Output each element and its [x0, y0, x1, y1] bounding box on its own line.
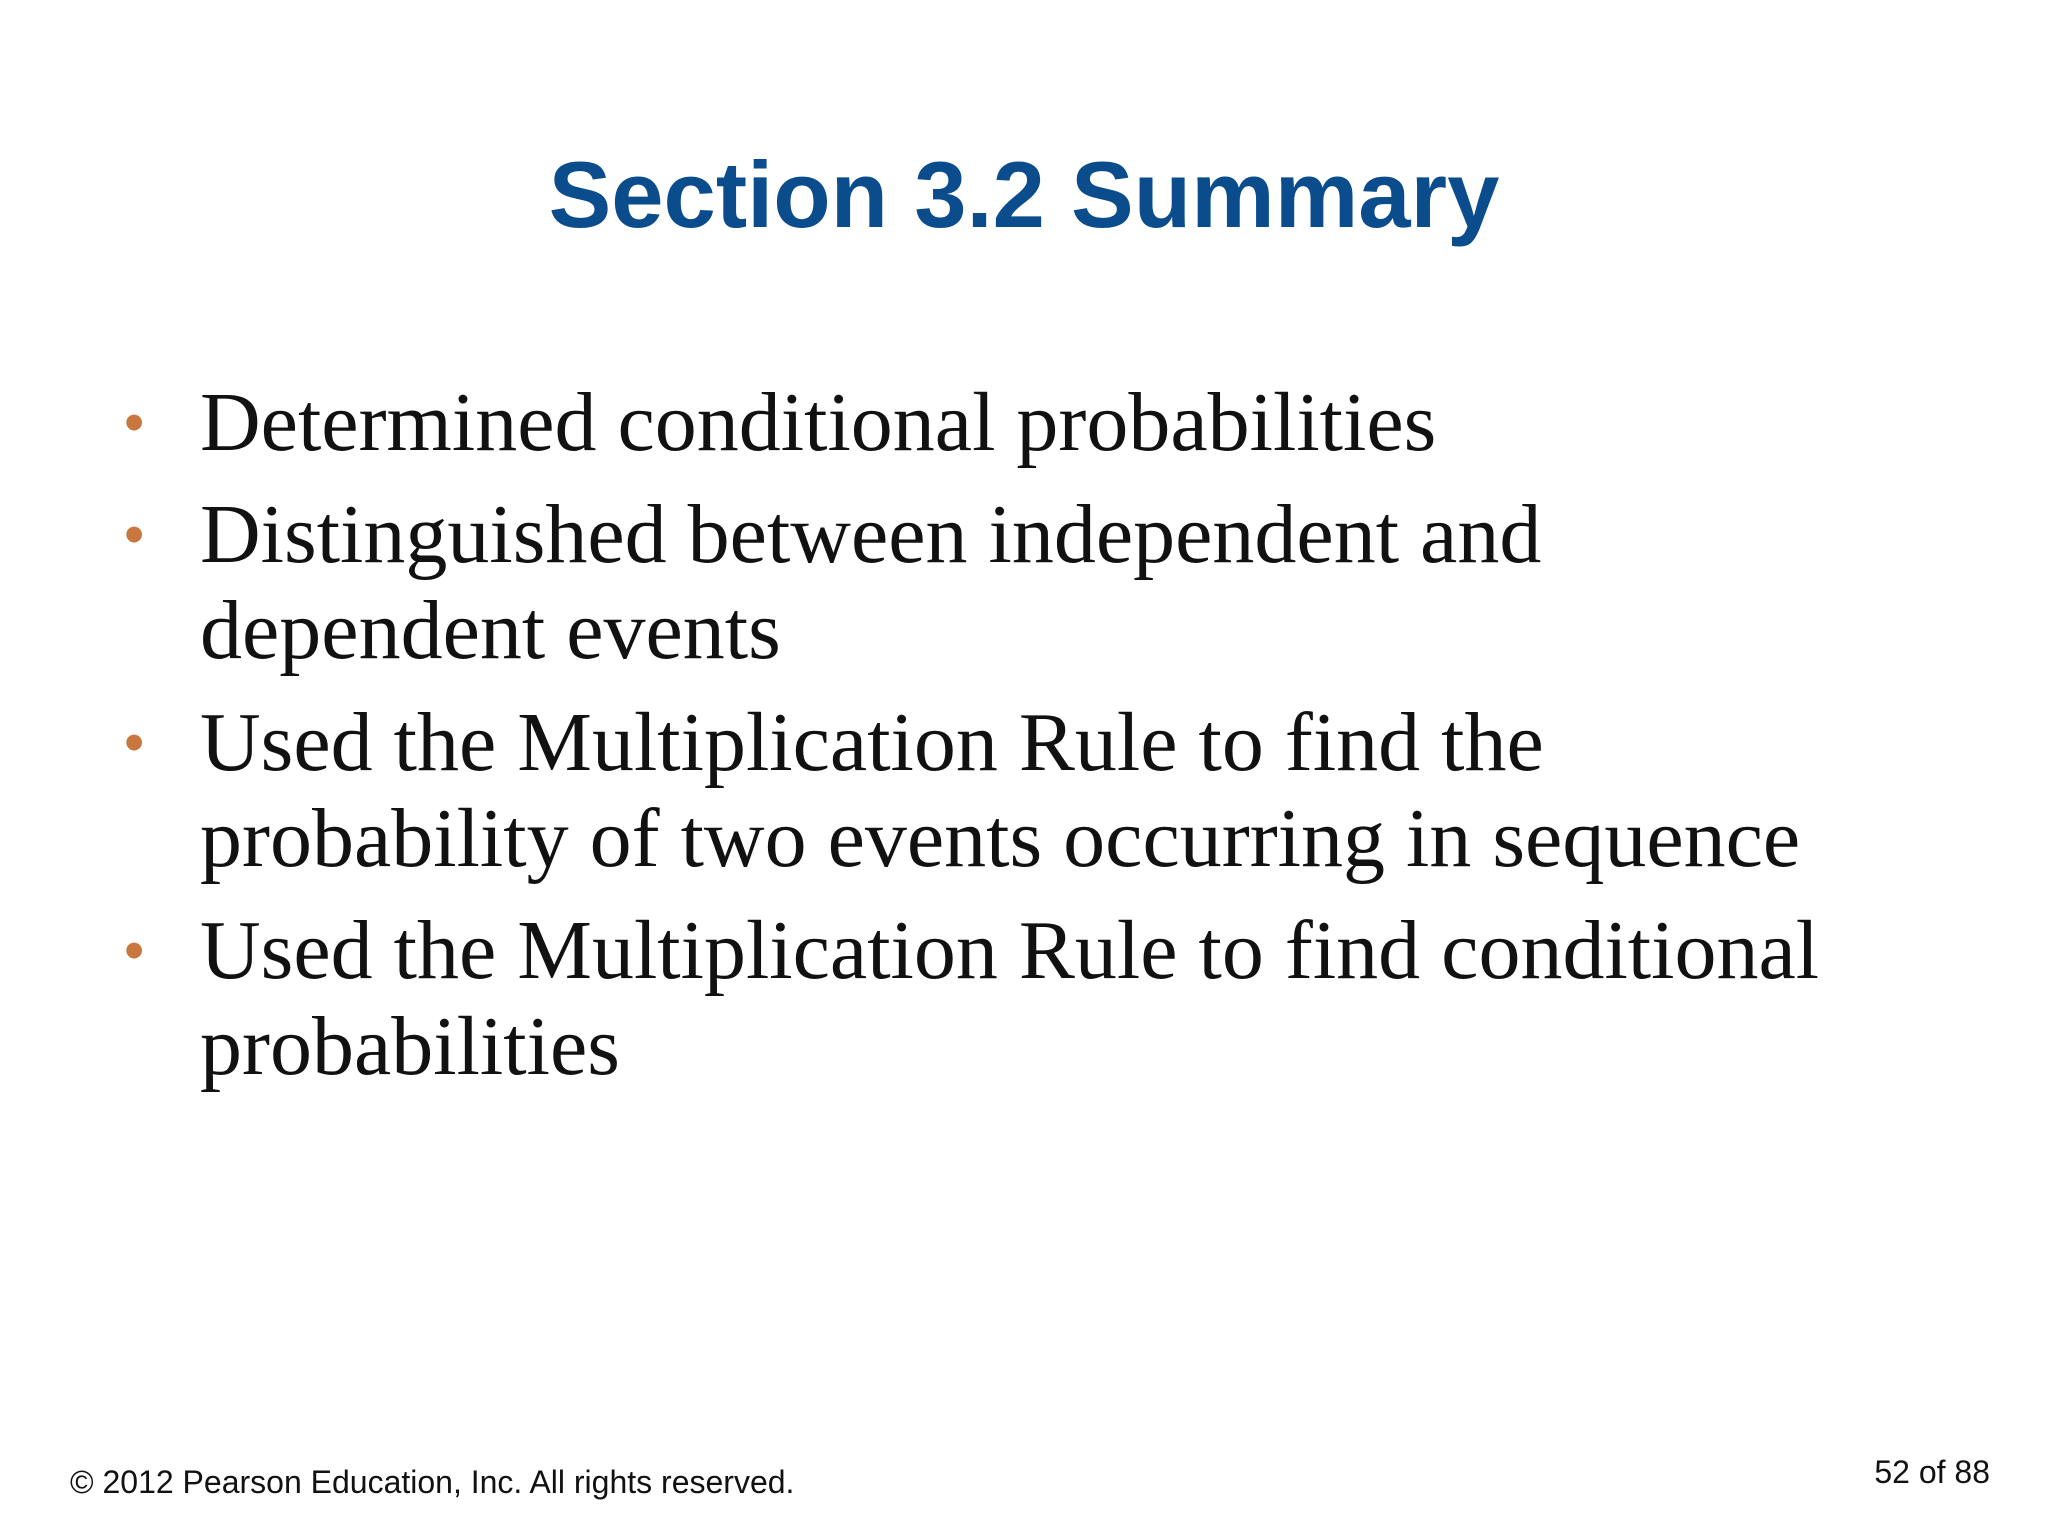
bullet-item-independent-dependent [120, 487, 1880, 679]
bullet-dot-icon: • [124, 502, 145, 567]
bullet-text: Distinguished between independent and dependent events [200, 488, 1542, 677]
bullet-list [120, 375, 1880, 1111]
bullet-text: Used the Multiplication Rule to find the probability of two events occurring in sequence [200, 696, 1801, 885]
bullet-text: Used the Multiplication Rule to find conditional probabilities [200, 904, 1820, 1093]
bullet-item-conditional-probabilities [120, 375, 1880, 471]
slide-title: Section 3.2 Summary [548, 142, 1500, 247]
bullet-item-multiplication-rule-conditional [120, 903, 1880, 1095]
page-indicator: 52 of 88 [1874, 1454, 1990, 1490]
copyright-notice: © 2012 Pearson Education, Inc. All rights reserved. [70, 1464, 795, 1500]
bullet-dot-icon: • [124, 710, 145, 775]
bullet-text: Determined conditional probabilities [200, 376, 1437, 469]
bullet-item-multiplication-rule-sequence [120, 695, 1880, 887]
bullet-dot-icon: • [124, 918, 145, 983]
bullet-dot-icon: • [124, 390, 145, 455]
